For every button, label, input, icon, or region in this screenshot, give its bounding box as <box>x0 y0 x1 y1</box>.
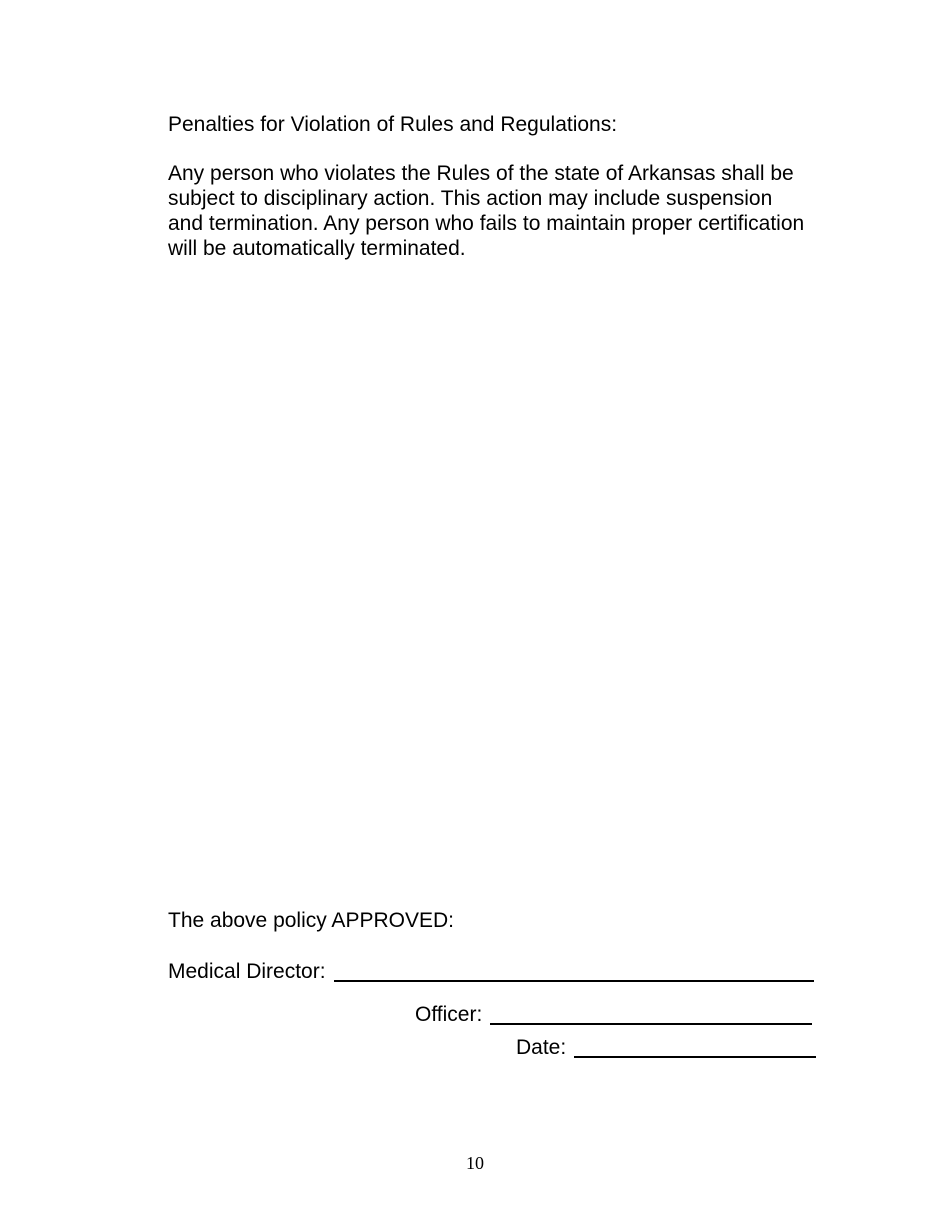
officer-signature-row <box>415 1002 812 1027</box>
page-number: 10 <box>466 1153 484 1173</box>
officer-signature-line <box>490 1003 812 1025</box>
officer-label: Officer: <box>415 1003 483 1026</box>
approval-statement: The above policy APPROVED: <box>168 909 454 932</box>
medical-director-signature-row <box>168 959 814 984</box>
medical-director-label: Medical Director: <box>168 960 326 983</box>
date-label: Date: <box>516 1036 567 1059</box>
date-signature-row <box>516 1035 816 1060</box>
date-signature-line <box>574 1036 816 1058</box>
medical-director-signature-line <box>334 960 814 982</box>
penalties-paragraph: Any person who violates the Rules of the state of Arkansas shall be subject to disciplinary action. This action may include suspension and termination. Any person who fails to maintain proper certification will be automatically terminated. <box>168 162 805 260</box>
section-heading: Penalties for Violation of Rules and Regulations: <box>168 113 618 136</box>
